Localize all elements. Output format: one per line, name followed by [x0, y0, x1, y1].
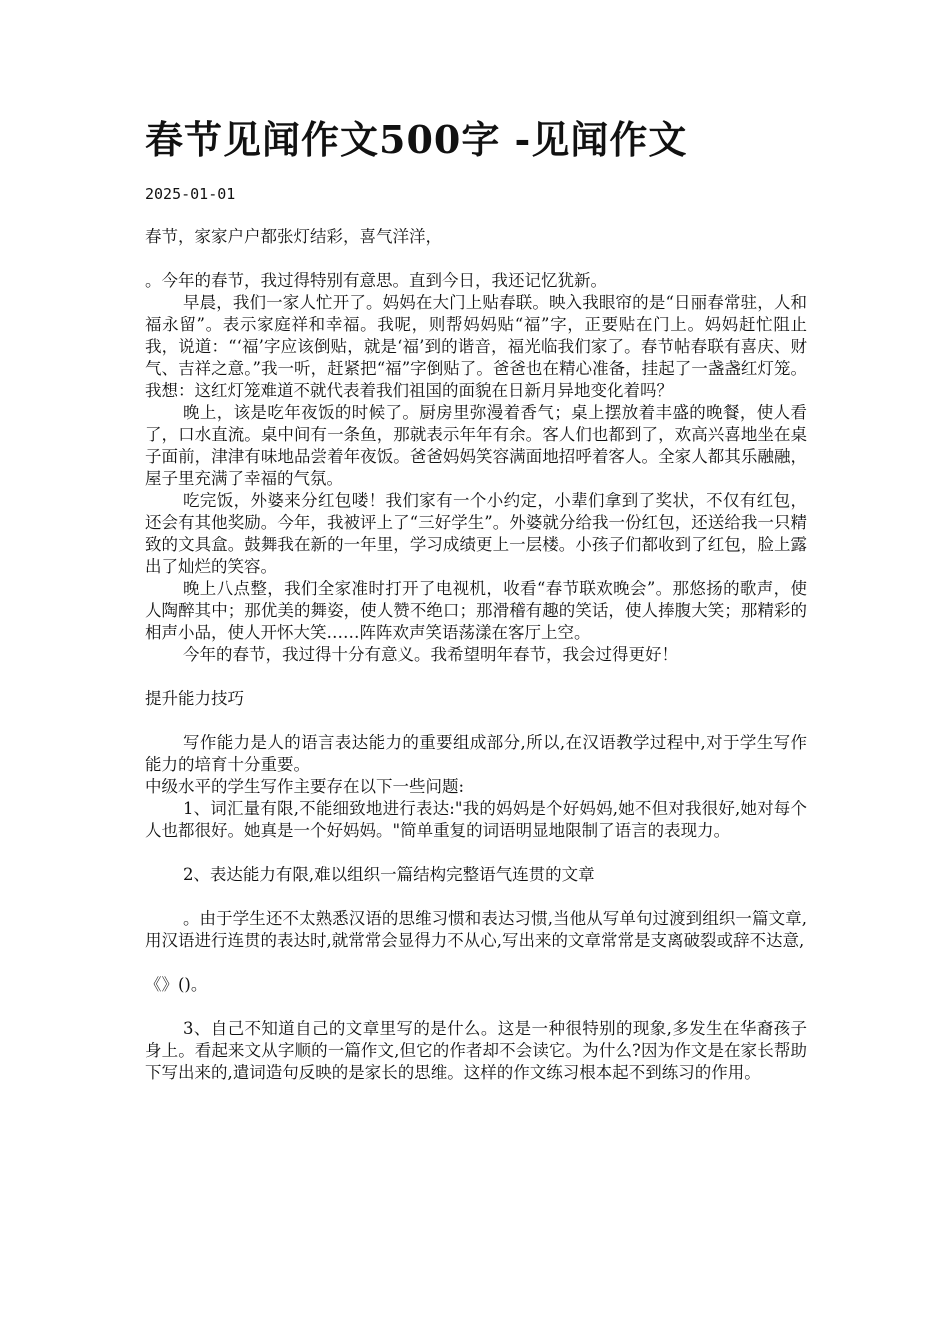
paragraph-red-envelope: 吃完饭，外婆来分红包喽！我们家有一个小约定，小辈们拿到了奖状，不仅有红包，还会有其他奖励。今年，我被评上了“三好学生”。外婆就分给我一份红包，还送给我一只精致的文具盒。鼓舞我在新的一年里，学习成绩更上一层楼。小孩子们都收到了红包，脸上露出了灿烂的笑容。 [145, 491, 807, 576]
paragraph-problem-1: 1、词汇量有限,不能细致地进行表达:"我的妈妈是个好妈妈,她不但对我很好,她对每个人也都很好。她真是一个好妈妈。"简单重复的词语明显地限制了语言的表现力。 [145, 799, 807, 840]
paragraph-problem-2-detail: 。由于学生还不太熟悉汉语的思维习惯和表达习惯,当他从写单句过渡到组织一篇文章,用汉语进行连贯的表达时,就常常会显得力不从心,写出来的文章常常是支离破裂或辞不达意, [145, 909, 807, 950]
spacer [145, 666, 807, 688]
paragraph-problem-2: 2、表达能力有限,难以组织一篇结构完整语气连贯的文章 [182, 865, 595, 884]
spacer [145, 996, 807, 1018]
publish-date: 2025-01-01 [145, 185, 236, 203]
page-title: 春节见闻作文500字 -见闻作文 [145, 117, 688, 162]
article-body [145, 226, 807, 1084]
paragraph-conclusion: 今年的春节，我过得十分有意义。我希望明年春节，我会过得更好！ [182, 645, 678, 664]
paragraph-brackets: 《》()。 [145, 975, 208, 994]
paragraph-intro: 春节，家家户户都张灯结彩，喜气洋洋， [145, 227, 442, 246]
spacer [145, 248, 807, 270]
section-heading: 提升能力技巧 [145, 689, 244, 708]
paragraph-morning: 早晨，我们一家人忙开了。妈妈在大门上贴春联。映入我眼帘的是“日丽春常驻，人和福永留”。表示家庭祥和幸福。我呢，则帮妈妈贴“福”字，正要贴在门上。妈妈赶忙阻止我，说道：“‘福’字应该倒贴，就是‘福’到的谐音，福光临我们家了。春节帖春联有喜庆、财气、吉祥之意。”我一听，赶紧把“福”字倒贴了。爸爸也在精心准备，挂起了一盏盏红灯笼。我想：这红灯笼难道不就代表着我们祖国的面貌在日新月异地变化着吗？ [145, 293, 807, 400]
paragraph-problem-3: 3、自己不知道自己的文章里写的是什么。这是一种很特别的现象,多发生在华裔孩子身上。看起来文从字顺的一篇作文,但它的作者却不会读它。为什么?因为作文是在家长帮助下写出来的,遣词造句反映的是家长的思维。这样的作文练习根本起不到练习的作用。 [145, 1019, 807, 1082]
paragraph-gala: 晚上八点整，我们全家准时打开了电视机，收看“春节联欢晚会”。那悠扬的歌声，使人陶醉其中；那优美的舞姿，使人赞不绝口；那滑稽有趣的笑话，使人捧腹大笑；那精彩的相声小品，使人开怀大笑……阵阵欢声笑语荡漾在客厅上空。 [145, 579, 807, 642]
paragraph-opening: 。今年的春节，我过得特别有意思。直到今日，我还记忆犹新。 [145, 271, 607, 290]
paragraph-writing-ability: 写作能力是人的语言表达能力的重要组成部分,所以,在汉语教学过程中,对于学生写作能力的培育十分重要。 [145, 733, 807, 774]
paragraph-problems-intro: 中级水平的学生写作主要存在以下一些问题: [145, 777, 465, 796]
paragraph-dinner: 晚上，该是吃年夜饭的时候了。厨房里弥漫着香气；桌上摆放着丰盛的晚餐，使人看了，口水直流。桌中间有一条鱼，那就表示年年有余。客人们也都到了，欢高兴喜地坐在桌子面前，津津有味地品尝着年夜饭。爸爸妈妈笑容满面地招呼着客人。全家人都其乐融融，屋子里充满了幸福的气氛。 [145, 403, 807, 488]
spacer [145, 842, 807, 864]
spacer [145, 710, 807, 732]
spacer [145, 886, 807, 908]
spacer [145, 952, 807, 974]
